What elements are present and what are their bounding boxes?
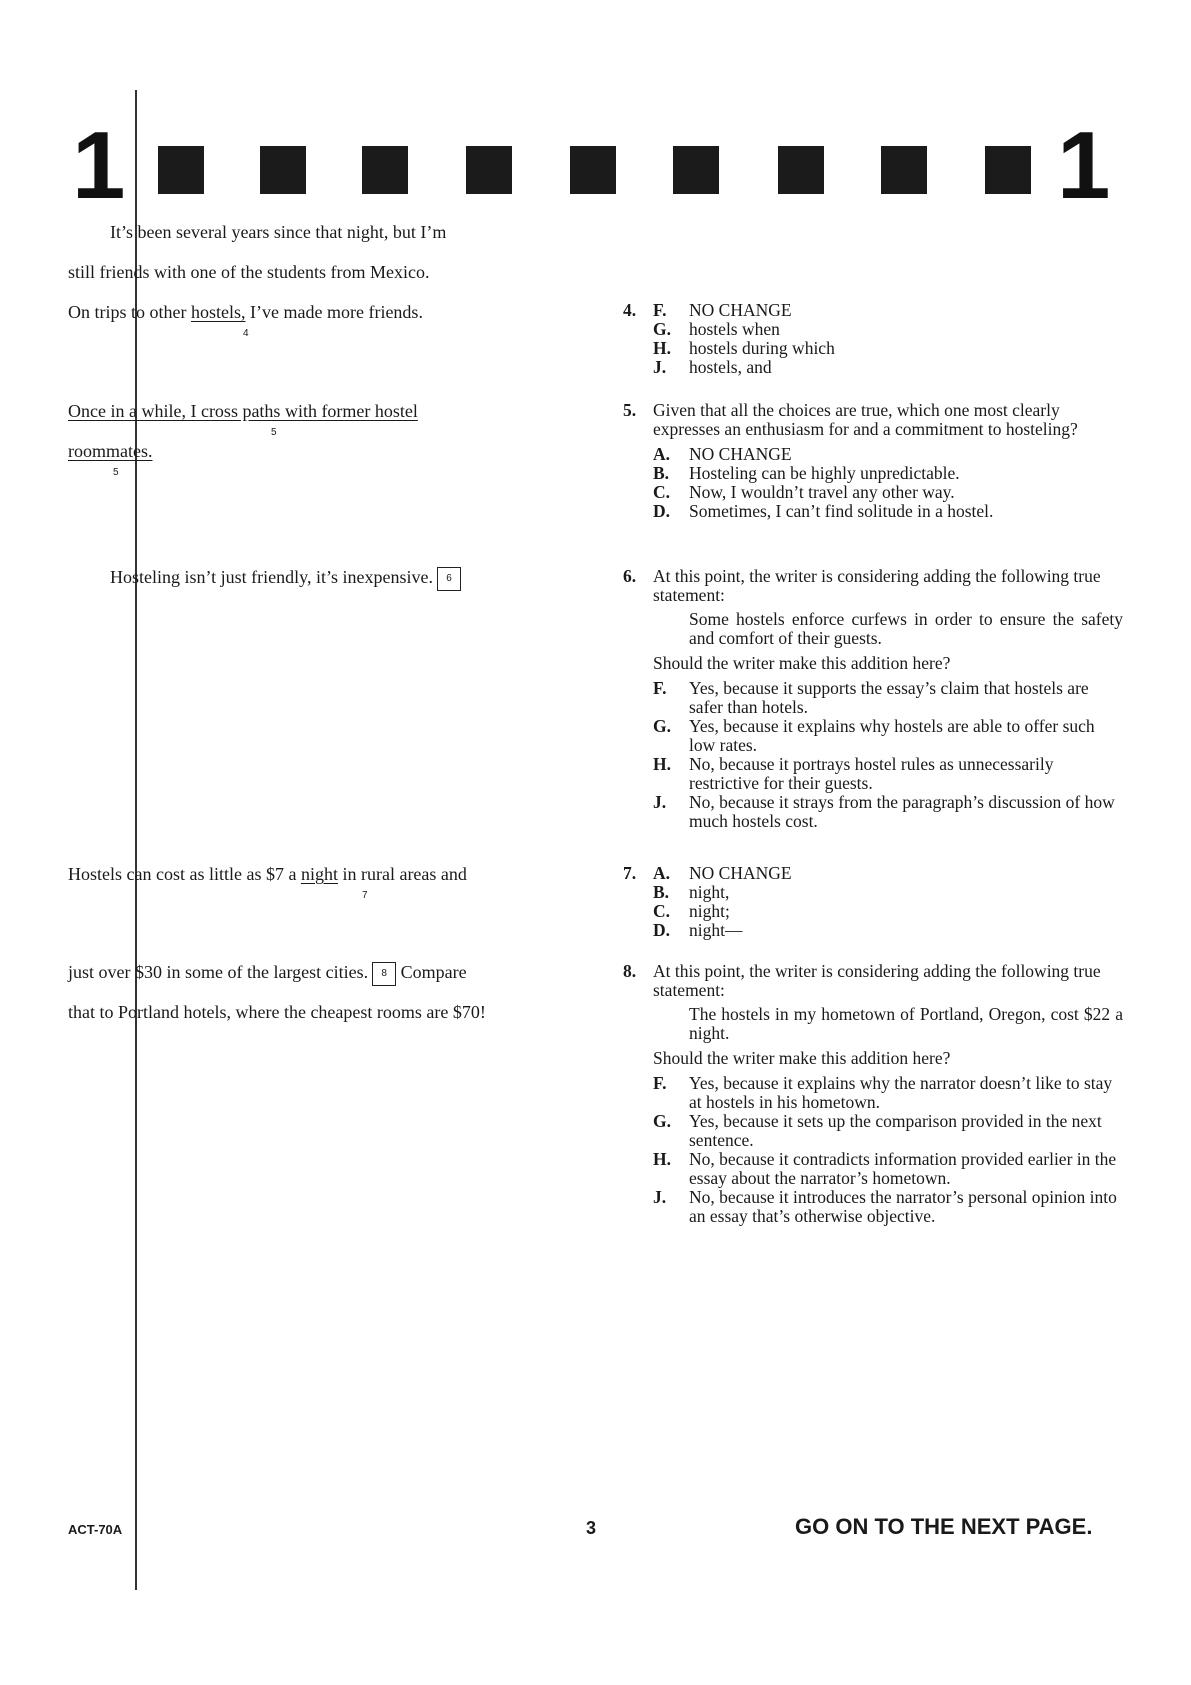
passage-line: Hostels can cost as little as $7 a night in rural areas and [68,864,467,884]
underline-number: 5 [113,467,119,478]
section-number-right: 1 [1057,112,1111,219]
answer-option[interactable]: B. night, [653,882,730,902]
passage-line: still friends with one of the students from Mexico. [68,262,430,282]
question-4 [623,301,1123,377]
question-number: 5. [623,400,637,420]
question-8 [623,962,1123,1226]
header-block [778,146,824,194]
answer-option[interactable]: G. Yes, because it explains why hostels are able to offer such low rates. [653,716,1095,755]
next-page-notice: GO ON TO THE NEXT PAGE. [795,1514,1093,1539]
passage-line: On trips to other hostels, I’ve made more friends. [68,302,423,322]
header-block [260,146,306,194]
proposed-statement: Some hostels enforce curfews in order to ensure the safety and comfort of their guests. [689,609,1123,648]
answer-option[interactable]: H. hostels during which [653,338,835,358]
answer-option[interactable]: A. NO CHANGE [653,444,792,464]
answer-option[interactable]: H. No, because it contradicts information provided earlier in the essay about the narrator’s hometown. [653,1149,1117,1188]
underline-number: 7 [362,890,368,901]
question-stem: Given that all the choices are true, which one most clearly expresses an enthusiasm for and a commitment to hosteling? [653,400,1078,439]
underlined-portion-5-cont: roommates. [68,441,153,461]
question-6 [623,567,1123,831]
answer-option[interactable]: F. NO CHANGE [653,300,792,320]
question-ask: Should the writer make this addition here? [653,653,951,673]
header-block [158,146,204,194]
answer-option[interactable]: C. Now, I wouldn’t travel any other way. [653,482,955,502]
header-block [570,146,616,194]
header-block [985,146,1031,194]
answer-option[interactable]: F. Yes, because it supports the essay’s claim that hostels are safer than hotels. [653,678,1089,717]
underline-number: 5 [271,427,277,438]
question-box-6: 6 [437,567,461,591]
header-block [362,146,408,194]
section-number-left: 1 [72,112,126,219]
underline-number: 4 [243,328,249,339]
passage-line: It’s been several years since that night, but I’m [110,222,447,242]
question-5 [623,401,1123,521]
answer-option[interactable]: D. night— [653,920,743,940]
passage-line: that to Portland hotels, where the cheapest rooms are $70! [68,1002,486,1022]
answer-option[interactable]: F. Yes, because it explains why the narrator doesn’t like to stay at hostels in his hometown. [653,1073,1113,1112]
header-block [673,146,719,194]
question-number: 4. [623,300,637,320]
answer-option[interactable]: J. No, because it strays from the paragraph’s discussion of how much hostels cost. [653,792,1115,831]
form-code: ACT-70A [68,1522,123,1537]
question-ask: Should the writer make this addition here? [653,1048,951,1068]
page-number: 3 [586,1518,597,1538]
answer-option[interactable]: H. No, because it portrays hostel rules as unnecessarily restrictive for their guests. [653,754,1054,793]
question-stem: At this point, the writer is considering adding the following true statement: [653,961,1101,1000]
answer-option[interactable]: D. Sometimes, I can’t find solitude in a hostel. [653,501,994,521]
question-number: 6. [623,566,637,586]
answer-option[interactable]: C. night; [653,901,730,921]
underlined-portion-5: Once in a while, I cross paths with former hostel [68,401,418,421]
header-block [881,146,927,194]
answer-option[interactable]: G. hostels when [653,319,780,339]
answer-option[interactable]: J. No, because it introduces the narrator’s personal opinion into an essay that’s otherwise objective. [653,1187,1117,1226]
answer-option[interactable]: B. Hosteling can be highly unpredictable. [653,463,960,483]
question-stem: At this point, the writer is considering adding the following true statement: [653,566,1101,605]
question-number: 7. [623,863,637,883]
question-number: 8. [623,961,637,981]
header-block [466,146,512,194]
passage-line: just over $30 in some of the largest cities. 8 Compare [68,961,467,986]
answer-option[interactable]: A. NO CHANGE [653,863,792,883]
question-box-8: 8 [372,962,396,986]
underlined-portion-7: night [300,864,338,884]
question-7 [623,864,1123,940]
proposed-statement: The hostels in my hometown of Portland, Oregon, cost $22 a night. [689,1004,1123,1043]
answer-option[interactable]: J. hostels, and [653,357,772,377]
underlined-portion-4: hostels, [191,302,246,322]
passage-line: Hosteling isn’t just friendly, it’s inexpensive. 6 [110,566,461,591]
answer-option[interactable]: G. Yes, because it sets up the comparison provided in the next sentence. [653,1111,1102,1150]
